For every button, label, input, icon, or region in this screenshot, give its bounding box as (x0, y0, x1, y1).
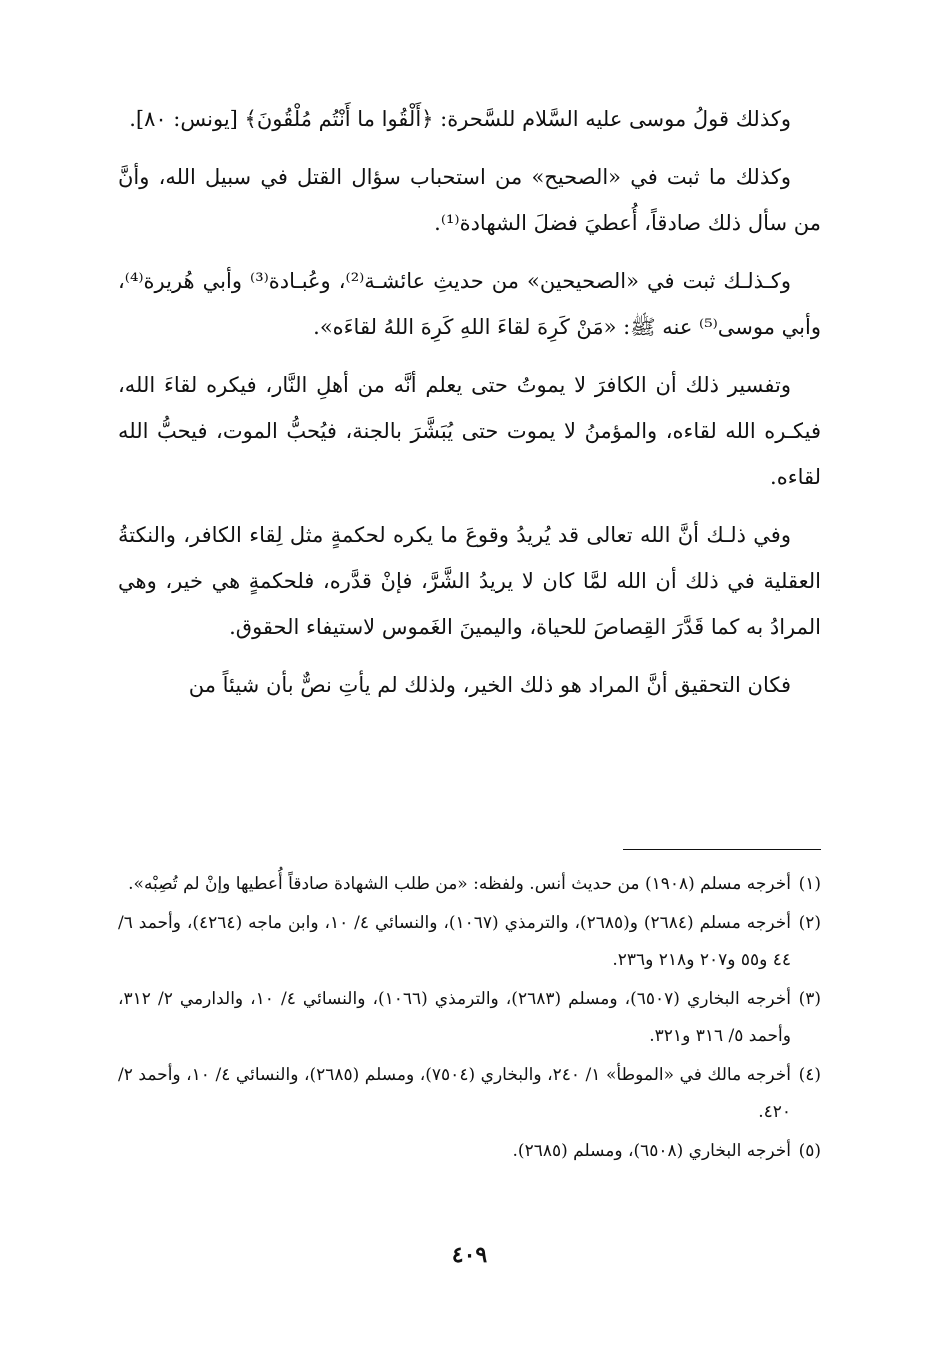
footnote-text: أخرجه مالك في «الموطأ» ١/ ٢٤٠، والبخاري (٧٥٠٤)، ومسلم (٢٦٨٥)، والنسائي ٤/ ١٠، وأحمد ٢/ ٤٢٠. (118, 1065, 792, 1122)
paragraph-2: وكذلك ما ثبت في «الصحيح» من استحباب سؤال القتل في سبيل الله، وأنَّ من سأل ذلك صادقاً، أُعطيَ فضلَ الشهادة⁽¹⁾. (118, 165, 821, 235)
footnote-number: (٥) (798, 1141, 821, 1161)
footnote-separator (623, 849, 821, 850)
footnote-number: (٣) (798, 989, 821, 1009)
footnote-5 (118, 1133, 821, 1170)
footnotes (118, 866, 821, 1172)
footnote-text: أخرجه البخاري (٦٥٠٨)، ومسلم (٢٦٨٥). (512, 1141, 791, 1161)
main-text (118, 96, 821, 720)
footnote-2 (118, 905, 821, 979)
footnote-3 (118, 981, 821, 1055)
footnote-text: أخرجه البخاري (٦٥٠٧)، ومسلم (٢٦٨٣)، والترمذي (١٠٦٦)، والنسائي ٤/ ١٠، والدارمي ٢/ ٣١٢، وأحمد ٥/ ٣١٦ و٣٢١. (118, 989, 791, 1046)
footnote-number: (١) (798, 874, 821, 894)
page-number: ٤٠٩ (451, 1242, 488, 1268)
footnote-1 (118, 866, 821, 903)
footnote-text: أخرجه مسلم (١٩٠٨) من حديث أنس. ولفظه: «من طلب الشهادة صادقاً أُعطيها وإنْ لم تُصِبْه». (128, 874, 791, 894)
paragraph-6: فكان التحقيق أنَّ المراد هو ذلك الخير، ولذلك لم يأتِ نصٌّ بأن شيئاً من (188, 673, 791, 697)
footnote-number: (٢) (798, 913, 821, 933)
paragraph-5: وفي ذلـك أنَّ الله تعالى قد يُريدُ وقوعَ ما يكره لحكمةٍ مثل لِقاء الكافر، والنكتةُ العقلية في ذلك أن الله لمَّا كان لا يريدُ الشَّرَّ، فإنْ قدَّره، فلحكمةٍ هي خير، وهي المرادُ به كما قَدَّرَ القِصاصَ للحياة، واليمينَ الغَموس لاستيفاء الحقوق. (118, 523, 821, 639)
paragraph-3: وكـذلـك ثبت في «الصحيحين» من حديثِ عائشـة⁽²⁾، وعُبـادة⁽³⁾ وأبي هُريرة⁽⁴⁾، وأبي موسى⁽⁵⁾ عنه ﷺ: «مَنْ كَرِهَ لقاءَ اللهِ كَرِهَ اللهُ لقاءَه». (118, 269, 821, 339)
footnote-number: (٤) (798, 1065, 821, 1085)
paragraph-1: وكذلك قولُ موسى عليه السَّلام للسَّحرة: ﴿أَلْقُوا ما أَنْتُم مُلْقُونَ﴾ [يونس: ٨٠]. (129, 107, 791, 131)
footnote-text: أخرجه مسلم (٢٦٨٤) و(٢٦٨٥)، والترمذي (١٠٦٧)، والنسائي ٤/ ١٠، وابن ماجه (٤٢٦٤)، وأحمد ٦/ ٤٤ و٥٥ و٢٠٧ و٢١٨ و٢٣٦. (118, 913, 791, 970)
paragraph-4: وتفسير ذلك أن الكافرَ لا يموتُ حتى يعلم أنَّه من أهلِ النَّار، فيكره لقاءَ الله، فيكـره الله لقاءه، والمؤمنُ لا يموت حتى يُبَشَّرَ بالجنة، فيُحبُّ الموت، فيحبُّ الله لقاءه. (118, 373, 821, 489)
footnote-4 (118, 1057, 821, 1131)
